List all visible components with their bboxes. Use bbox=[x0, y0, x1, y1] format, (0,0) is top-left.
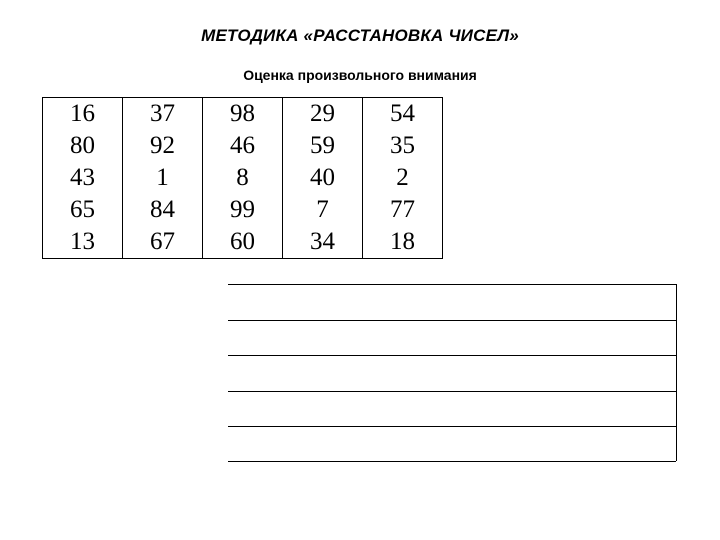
grid-cell: 2 bbox=[363, 162, 443, 194]
grid-cell: 7 bbox=[283, 194, 363, 226]
grid-cell: 59 bbox=[283, 130, 363, 162]
grid-row bbox=[43, 226, 443, 259]
answer-line bbox=[228, 391, 676, 392]
grid-row bbox=[43, 194, 443, 226]
grid-cell: 13 bbox=[43, 226, 123, 259]
grid-cell: 92 bbox=[123, 130, 203, 162]
grid-cell: 84 bbox=[123, 194, 203, 226]
page-title: МЕТОДИКА «РАССТАНОВКА ЧИСЕЛ» bbox=[201, 26, 519, 45]
answer-line bbox=[228, 426, 676, 427]
grid-cell: 8 bbox=[203, 162, 283, 194]
grid-cell: 37 bbox=[123, 98, 203, 131]
grid-cell: 60 bbox=[203, 226, 283, 259]
grid-cell: 1 bbox=[123, 162, 203, 194]
grid-row bbox=[43, 162, 443, 194]
grid-cell: 29 bbox=[283, 98, 363, 131]
grid-cell: 46 bbox=[203, 130, 283, 162]
page-subtitle: Оценка произвольного внимания bbox=[243, 67, 477, 83]
grid-cell: 18 bbox=[363, 226, 443, 259]
grid-row bbox=[43, 98, 443, 131]
answer-lines-box bbox=[228, 284, 677, 461]
grid-cell: 16 bbox=[43, 98, 123, 131]
answer-line bbox=[228, 461, 676, 462]
grid-cell: 80 bbox=[43, 130, 123, 162]
grid-cell: 65 bbox=[43, 194, 123, 226]
number-grid bbox=[42, 97, 443, 259]
grid-cell: 54 bbox=[363, 98, 443, 131]
grid-cell: 67 bbox=[123, 226, 203, 259]
grid-cell: 98 bbox=[203, 98, 283, 131]
grid-cell: 99 bbox=[203, 194, 283, 226]
grid-cell: 34 bbox=[283, 226, 363, 259]
grid-cell: 43 bbox=[43, 162, 123, 194]
answer-line bbox=[228, 320, 676, 321]
grid-row bbox=[43, 130, 443, 162]
grid-cell: 40 bbox=[283, 162, 363, 194]
answer-line bbox=[228, 355, 676, 356]
grid-cell: 77 bbox=[363, 194, 443, 226]
grid-cell: 35 bbox=[363, 130, 443, 162]
